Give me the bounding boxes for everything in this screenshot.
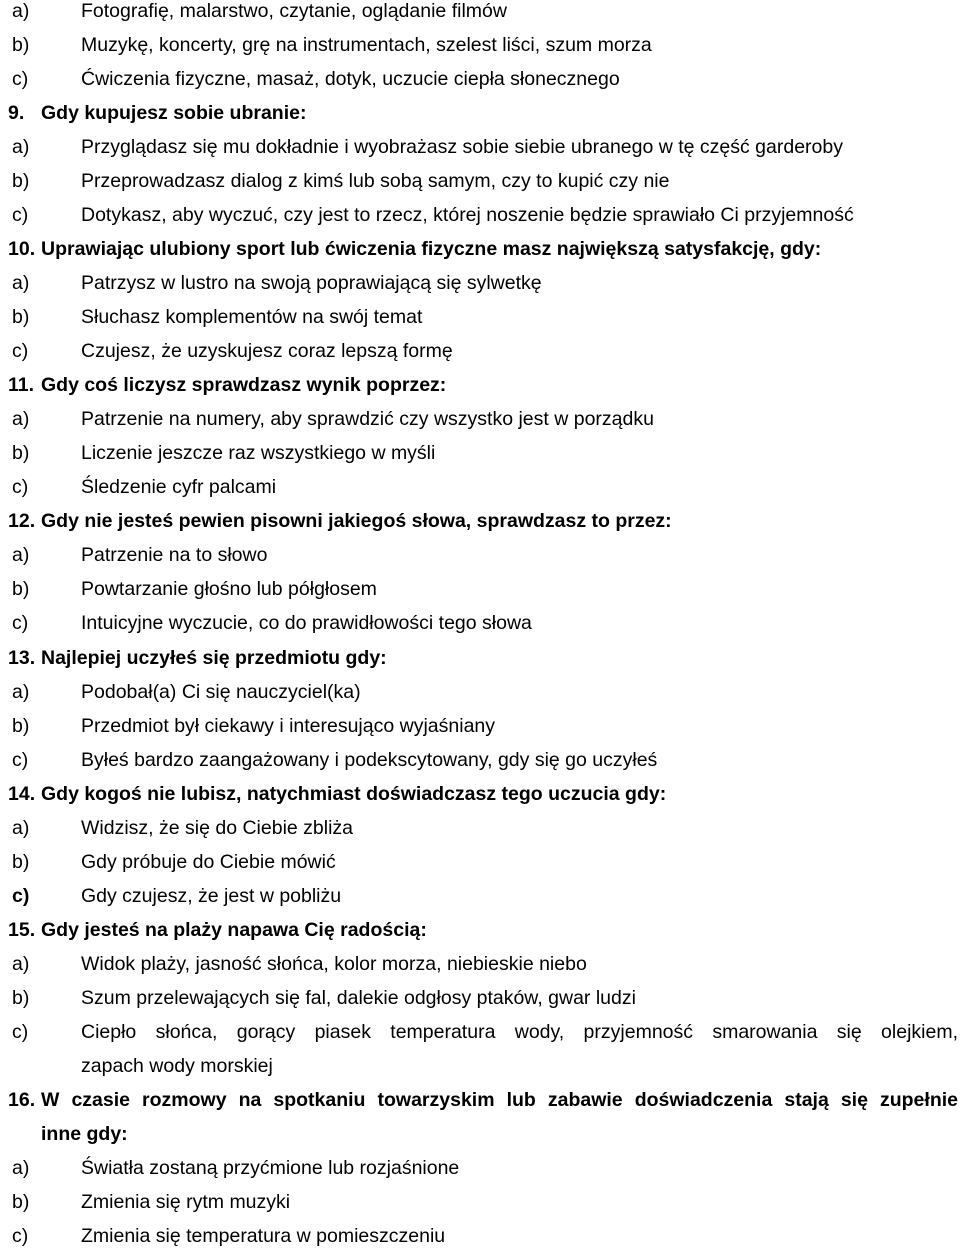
answer-text: Śledzenie cyfr palcami bbox=[81, 476, 277, 498]
answer-marker: b) bbox=[12, 442, 30, 464]
answer-marker: a) bbox=[12, 544, 30, 566]
answer-text: Dotykasz, aby wyczuć, czy jest to rzecz, której noszenie będzie sprawiało Ci przyjemność bbox=[81, 204, 854, 226]
question-number: 9. bbox=[8, 102, 25, 124]
answer-text: Czujesz, że uzyskujesz coraz lepszą formę bbox=[81, 340, 453, 362]
answer-text: Zmienia się temperatura w pomieszczeniu bbox=[81, 1225, 446, 1247]
answer-marker: b) bbox=[12, 1191, 30, 1213]
answer-marker: b) bbox=[12, 34, 30, 56]
question-number: 13. bbox=[8, 647, 36, 669]
question-number: 14. bbox=[8, 783, 36, 805]
question-text: Gdy kupujesz sobie ubranie: bbox=[41, 102, 307, 124]
answer-text: Muzykę, koncerty, grę na instrumentach, szelest liści, szum morza bbox=[81, 34, 652, 56]
answer-marker: c) bbox=[12, 204, 29, 226]
answer-text: Byłeś bardzo zaangażowany i podekscytowany, gdy się go uczyłeś bbox=[81, 749, 658, 771]
answer-marker: c) bbox=[12, 340, 29, 362]
answer-marker: b) bbox=[12, 170, 30, 192]
answer-marker: c) bbox=[12, 1225, 29, 1247]
answer-text: Przyglądasz się mu dokładnie i wyobrażasz sobie siebie ubranego w tę część garderoby bbox=[81, 136, 843, 158]
answer-marker: a) bbox=[12, 272, 30, 294]
answer-text: Powtarzanie głośno lub półgłosem bbox=[81, 578, 377, 600]
answer-text: Słuchasz komplementów na swój temat bbox=[81, 306, 423, 328]
answer-marker: a) bbox=[12, 681, 30, 703]
question-text: Gdy kogoś nie lubisz, natychmiast doświadczasz tego uczucia gdy: bbox=[41, 783, 667, 805]
answer-marker: b) bbox=[12, 715, 30, 737]
answer-text: Światła zostaną przyćmione lub rozjaśnione bbox=[81, 1157, 460, 1179]
answer-text: Liczenie jeszcze raz wszystkiego w myśli bbox=[81, 442, 436, 464]
answer-marker: b) bbox=[12, 851, 30, 873]
answer-marker: a) bbox=[12, 953, 30, 975]
question-text: W czasie rozmowy na spotkaniu towarzyskim lub zabawie doświadczenia stają się zupełnie bbox=[41, 1089, 958, 1111]
answer-marker: c) bbox=[12, 885, 30, 907]
answer-marker: a) bbox=[12, 0, 30, 22]
answer-text: Przedmiot był ciekawy i interesująco wyjaśniany bbox=[81, 715, 496, 737]
answer-marker: b) bbox=[12, 306, 30, 328]
question-number: 15. bbox=[8, 919, 36, 941]
question-text: inne gdy: bbox=[41, 1123, 128, 1145]
answer-marker: c) bbox=[12, 476, 29, 498]
answer-marker: a) bbox=[12, 817, 30, 839]
question-text: Gdy jesteś na plaży napawa Cię radością: bbox=[41, 919, 427, 941]
answer-text: Intuicyjne wyczucie, co do prawidłowości tego słowa bbox=[81, 612, 532, 634]
question-number: 16. bbox=[8, 1089, 36, 1111]
answer-marker: c) bbox=[12, 1021, 29, 1043]
answer-text: Patrzenie na to słowo bbox=[81, 544, 268, 566]
answer-text: Podobał(a) Ci się nauczyciel(ka) bbox=[81, 681, 361, 703]
answer-marker: a) bbox=[12, 1157, 30, 1179]
answer-text: Szum przelewających się fal, dalekie odgłosy ptaków, gwar ludzi bbox=[81, 987, 636, 1009]
answer-text: Widzisz, że się do Ciebie zbliża bbox=[81, 817, 354, 839]
answer-marker: a) bbox=[12, 136, 30, 158]
answer-text: Ćwiczenia fizyczne, masaż, dotyk, uczucie ciepła słonecznego bbox=[81, 68, 620, 90]
question-text: Gdy nie jesteś pewien pisowni jakiegoś słowa, sprawdzasz to przez: bbox=[41, 510, 672, 532]
question-text: Najlepiej uczyłeś się przedmiotu gdy: bbox=[41, 647, 387, 669]
answer-text: Patrzysz w lustro na swoją poprawiającą się sylwetkę bbox=[81, 272, 542, 294]
answer-text: Przeprowadzasz dialog z kimś lub sobą samym, czy to kupić czy nie bbox=[81, 170, 670, 192]
answer-text: Ciepło słońca, gorący piasek temperatura wody, przyjemność smarowania się olejkiem, bbox=[81, 1021, 958, 1043]
answer-marker: c) bbox=[12, 612, 29, 634]
question-number: 12. bbox=[8, 510, 36, 532]
answer-marker: c) bbox=[12, 68, 29, 90]
answer-marker: c) bbox=[12, 749, 29, 771]
answer-marker: a) bbox=[12, 408, 30, 430]
answer-text: Patrzenie na numery, aby sprawdzić czy wszystko jest w porządku bbox=[81, 408, 654, 430]
question-number: 10. bbox=[8, 238, 36, 260]
question-text: Uprawiając ulubiony sport lub ćwiczenia fizyczne masz największą satysfakcję, gdy: bbox=[41, 238, 822, 260]
answer-text: zapach wody morskiej bbox=[81, 1055, 273, 1077]
answer-marker: b) bbox=[12, 578, 30, 600]
answer-text: Zmienia się rytm muzyki bbox=[81, 1191, 291, 1213]
answer-text: Gdy czujesz, że jest w pobliżu bbox=[81, 885, 342, 907]
answer-marker: b) bbox=[12, 987, 30, 1009]
answer-text: Fotografię, malarstwo, czytanie, oglądanie filmów bbox=[81, 0, 507, 22]
question-number: 11. bbox=[8, 374, 35, 396]
answer-text: Widok plaży, jasność słońca, kolor morza, niebieskie niebo bbox=[81, 953, 587, 975]
question-text: Gdy coś liczysz sprawdzasz wynik poprzez: bbox=[41, 374, 447, 396]
answer-text: Gdy próbuje do Ciebie mówić bbox=[81, 851, 336, 873]
